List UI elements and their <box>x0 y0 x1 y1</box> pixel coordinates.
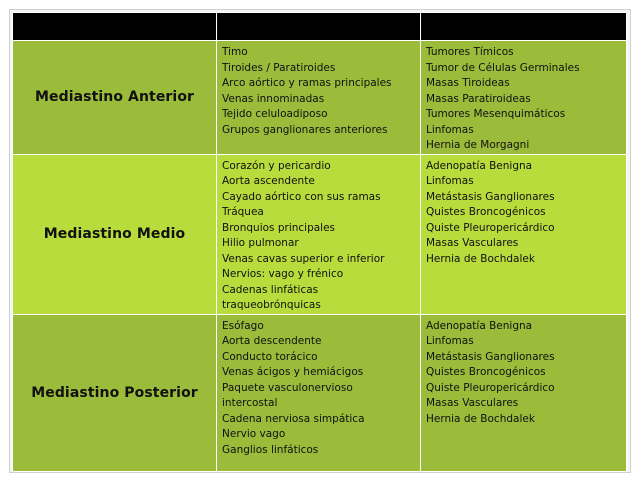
list-item: Adenopatía Benigna <box>426 159 533 172</box>
list-item: Aorta descendente <box>222 335 322 347</box>
list-item: intercostal <box>222 397 278 409</box>
list-item: Metástasis Ganglionares <box>426 350 555 363</box>
list-item: Tráquea <box>222 206 264 218</box>
list-item: Timo <box>222 46 248 58</box>
list-item: traqueobrónquicas <box>222 299 321 311</box>
list-item: Cadena nerviosa simpática <box>222 412 365 425</box>
contents-list <box>217 314 421 471</box>
list-item: Hernia de Bochdalek <box>426 252 535 265</box>
list-item: Arco aórtico y ramas principales <box>222 77 392 89</box>
contents-list <box>217 154 421 314</box>
list-item: Masas Vasculares <box>426 397 519 409</box>
header-cell-pathology <box>421 13 627 41</box>
list-item: Paquete vasculonervioso <box>222 381 353 394</box>
pathology-list <box>421 41 627 155</box>
list-item: Hernia de Bochdalek <box>426 412 535 425</box>
list-item: Nervios: vago y frénico <box>222 268 344 280</box>
list-item: Linfomas <box>426 335 474 347</box>
list-item: Hilio pulmonar <box>222 237 299 249</box>
list-item: Conducto torácico <box>222 350 318 363</box>
list-item: Linfomas <box>426 123 474 136</box>
list-item: Tiroides / Paratiroides <box>222 61 336 74</box>
list-item: Venas innominadas <box>222 92 325 105</box>
table-row-anterior <box>13 41 627 155</box>
pathology-list <box>421 314 627 471</box>
list-item: Venas ácigos y hemiácigos <box>222 366 364 378</box>
table-row-posterior <box>13 314 627 471</box>
list-item: Tejido celuloadiposo <box>222 108 328 120</box>
list-item: Linfomas <box>426 175 474 187</box>
table-row-medio <box>13 154 627 314</box>
header-cell-compartment <box>13 13 217 41</box>
list-item: Masas Paratiroideas <box>426 92 531 105</box>
list-item: Masas Tiroideas <box>426 77 510 89</box>
list-item: Ganglios linfáticos <box>222 443 319 456</box>
compartment-label: Mediastino Posterior <box>13 314 217 471</box>
list-item: Esófago <box>222 319 264 332</box>
list-item: Aorta ascendente <box>222 175 315 187</box>
header-row <box>13 13 627 41</box>
list-item: Quistes Broncogénicos <box>426 366 546 378</box>
contents-list <box>217 41 421 155</box>
list-item: Quiste Pleuropericárdico <box>426 221 555 234</box>
list-item: Masas Vasculares <box>426 237 519 249</box>
header-cell-contents <box>217 13 421 41</box>
list-item: Cadenas linfáticas <box>222 283 319 296</box>
mediastinum-table <box>12 12 627 472</box>
list-item: Quiste Pleuropericárdico <box>426 381 555 394</box>
pathology-list <box>421 154 627 314</box>
list-item: Venas cavas superior e inferior <box>222 252 385 265</box>
list-item: Hernia de Morgagni <box>426 139 530 151</box>
list-item: Adenopatía Benigna <box>426 319 533 332</box>
list-item: Tumores Mesenquimáticos <box>426 108 566 120</box>
list-item: Grupos ganglionares anteriores <box>222 123 388 136</box>
list-item: Bronquios principales <box>222 221 336 234</box>
list-item: Tumores Tímicos <box>426 46 514 58</box>
list-item: Metástasis Ganglionares <box>426 190 555 203</box>
list-item: Tumor de Células Germinales <box>426 61 580 74</box>
list-item: Quistes Broncogénicos <box>426 206 546 218</box>
list-item: Corazón y pericardio <box>222 159 331 172</box>
compartment-label: Mediastino Anterior <box>13 41 217 155</box>
list-item: Nervio vago <box>222 428 286 440</box>
compartment-label: Mediastino Medio <box>13 154 217 314</box>
list-item: Cayado aórtico con sus ramas <box>222 190 381 203</box>
